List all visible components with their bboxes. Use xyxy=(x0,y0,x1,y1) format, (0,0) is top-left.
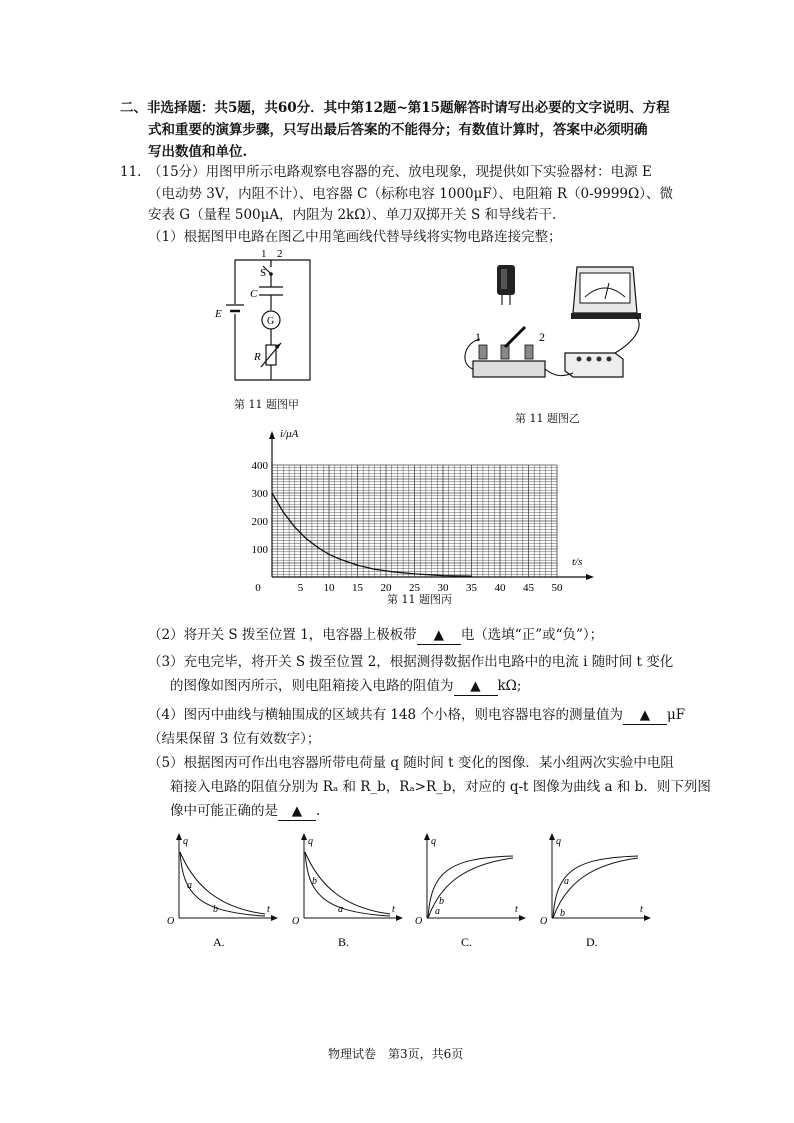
circuit-diagram xyxy=(205,245,325,395)
choice-curve-slow xyxy=(428,858,513,918)
y-tick-label: 200 xyxy=(251,516,268,528)
part-5-line-2: 箱接入电路的阻值分别为 Rₐ 和 R_b，Rₐ>R_b，对应的 q-t 图像为曲线 a 和 b．则下列图 xyxy=(170,779,711,795)
data-point xyxy=(391,571,392,572)
choice-curve-fast xyxy=(180,852,265,916)
x-tick-label: 35 xyxy=(466,582,477,594)
data-point xyxy=(442,575,443,576)
capacitor-label: C xyxy=(250,288,258,300)
section-title-line-2: 式和重要的演算步骤，只写出最后答案的不能得分；有数值计算时，答案中必须明确 xyxy=(148,122,648,138)
y-axis-label: i/μA xyxy=(280,428,299,440)
choice-label: C. xyxy=(461,935,473,949)
data-point xyxy=(340,559,341,560)
part-2-text-a: （2）将开关 S 拨至位置 1，电容器上极板带 xyxy=(148,627,417,643)
source-label: E xyxy=(215,308,222,320)
choice-curve-label: b xyxy=(439,896,444,907)
choice-graph-4[interactable] xyxy=(538,832,653,952)
data-point xyxy=(283,512,284,513)
x-tick-label: 15 xyxy=(352,582,363,594)
switch-pos1-label: 1 xyxy=(261,248,267,260)
x-tick-label: 45 xyxy=(523,582,534,594)
meter-label: G xyxy=(267,316,275,327)
question-stem-line-3: 安表 G（量程 500μA，内阻为 2kΩ）、单刀双掷开关 S 和导线若干. xyxy=(148,207,557,223)
choice-t-arrow xyxy=(396,915,403,921)
part-2 xyxy=(148,626,603,645)
section-title-line-1: 二、非选择题：共5题，共60分．其中第12题~第15题解答时请写出必要的文字说明、方程 xyxy=(120,100,670,116)
choice-q-label: q xyxy=(431,836,436,847)
choice-curve-label: a xyxy=(338,904,343,915)
choice-q-label: q xyxy=(183,836,188,847)
data-point xyxy=(328,554,329,555)
choice-curve-slow xyxy=(305,852,390,914)
answer-blank-3[interactable]: ▲ xyxy=(454,677,498,696)
choice-curve-slow xyxy=(553,858,638,918)
y-axis-arrow xyxy=(269,431,275,439)
figure-yi-caption: 第 11 题图乙 xyxy=(515,412,580,425)
choice-q-arrow xyxy=(301,833,307,840)
choice-t-label: t xyxy=(515,904,518,915)
part-5-text-c: 像中可能正确的是 xyxy=(170,803,278,819)
series-line xyxy=(272,493,472,576)
x-axis-arrow xyxy=(586,574,594,580)
x-axis-label: t/s xyxy=(572,556,583,568)
choice-origin-label: O xyxy=(415,916,423,927)
question-stem-line-1: （15分）用图甲所示电路观察电容器的充、放电现象，现提供如下实验器材：电源 E xyxy=(148,164,652,180)
part-4-line-1 xyxy=(148,706,685,725)
x-tick-label: 30 xyxy=(437,582,449,594)
choice-curve-label: b xyxy=(560,908,565,919)
choice-graph-3[interactable] xyxy=(413,832,528,952)
choice-origin-label: O xyxy=(292,916,300,927)
part-3-text-c: kΩ; xyxy=(497,678,522,694)
choice-label: D. xyxy=(586,935,598,949)
x-tick-label: 20 xyxy=(380,582,392,594)
part-4-text-a: （4）图丙中曲线与横轴围成的区域共有 148 个小格，则电容器电容的测量值为 xyxy=(148,707,623,723)
figure-bing-caption: 第 11 题图丙 xyxy=(387,593,452,606)
y-tick-label: 400 xyxy=(251,460,268,472)
apparatus-pos2-label: 2 xyxy=(539,330,545,344)
choice-curve-label: a xyxy=(564,876,569,887)
apparatus-pos1-label: 1 xyxy=(475,330,481,344)
data-point xyxy=(374,569,375,570)
data-point xyxy=(357,565,358,566)
choice-origin-label: O xyxy=(167,916,175,927)
choice-origin-label: O xyxy=(540,916,548,927)
part-3-text-b: 的图像如图丙所示，则电阻箱接入电路的阻值为 xyxy=(170,678,454,694)
choice-t-arrow xyxy=(519,915,526,921)
y-tick-label: 300 xyxy=(251,488,268,500)
choice-curve-label: a xyxy=(187,880,192,891)
switch-label: S xyxy=(260,267,267,279)
choice-t-label: t xyxy=(640,904,643,915)
part-5-text-d: . xyxy=(316,803,321,819)
part-3-line-1: （3）充电完毕，将开关 S 拨至位置 2，根据测得数据作出电路中的电流 i 随时间 t 变化 xyxy=(148,654,674,670)
choice-label: A. xyxy=(213,935,225,949)
question-stem-line-2: （电动势 3V，内阻不计）、电容器 C（标称电容 1000μF）、电阻箱 R（0-9999Ω）、微 xyxy=(148,186,673,202)
choice-q-arrow xyxy=(424,833,430,840)
choice-q-arrow xyxy=(176,833,182,840)
switch-pos2-label: 2 xyxy=(277,248,283,260)
choice-t-label: t xyxy=(267,904,270,915)
x-tick-label: 10 xyxy=(323,582,335,594)
part-1-text: （1）根据图甲电路在图乙中用笔画线代替导线将实物电路连接完整； xyxy=(148,229,562,245)
page-footer: 物理试卷 第3页，共6页 xyxy=(328,1047,464,1061)
resistor-label: R xyxy=(254,351,261,363)
part-5-line-3 xyxy=(170,802,320,821)
choice-q-label: q xyxy=(556,836,561,847)
it-graph xyxy=(240,425,600,595)
choice-q-label: q xyxy=(308,836,313,847)
data-point xyxy=(294,527,295,528)
choice-curve-label: b xyxy=(213,904,218,915)
data-point xyxy=(306,538,307,539)
choice-t-label: t xyxy=(392,904,395,915)
x-tick-label: 40 xyxy=(494,582,506,594)
choice-graph-2[interactable] xyxy=(290,832,405,952)
answer-blank-2[interactable]: ▲ xyxy=(417,626,461,645)
x-tick-label: 25 xyxy=(409,582,420,594)
choice-t-arrow xyxy=(644,915,651,921)
section-title-line-3: 写出数值和单位. xyxy=(148,144,248,160)
figure-jia-caption: 第 11 题图甲 xyxy=(234,398,299,411)
data-point xyxy=(471,576,472,577)
answer-blank-5[interactable]: ▲ xyxy=(278,802,316,821)
data-point xyxy=(414,573,415,574)
part-4-line-2: （结果保留 3 位有效数字）； xyxy=(148,731,321,747)
answer-blank-4[interactable]: ▲ xyxy=(623,706,667,725)
choice-graph-1[interactable] xyxy=(165,832,280,952)
choice-t-arrow xyxy=(271,915,278,921)
part-5-line-1: （5）根据图丙可作出电容器所带电荷量 q 随时间 t 变化的图像．某小组两次实验中电阻 xyxy=(148,755,674,771)
choice-label: B. xyxy=(338,935,350,949)
data-point xyxy=(317,547,318,548)
x-tick-label: 50 xyxy=(551,582,563,594)
part-2-text-b: 电（选填“正”或“负”）； xyxy=(460,627,604,643)
choice-curve-fast xyxy=(553,856,638,918)
y-tick-label: 100 xyxy=(251,544,268,556)
question-number: 11． xyxy=(120,164,151,180)
apparatus-illustration xyxy=(455,255,665,390)
x-tick-label: 0 xyxy=(255,582,261,594)
x-tick-label: 5 xyxy=(297,582,304,594)
choice-curve-fast xyxy=(305,852,390,916)
part-3-line-2 xyxy=(170,677,521,696)
choice-q-arrow xyxy=(549,833,555,840)
choice-curve-label: b xyxy=(312,876,317,887)
data-point xyxy=(271,492,272,493)
choice-curve-label: a xyxy=(435,906,440,917)
choice-curve-slow xyxy=(180,852,265,914)
choice-curve-fast xyxy=(428,856,513,918)
part-4-text-b: μF xyxy=(666,707,686,723)
